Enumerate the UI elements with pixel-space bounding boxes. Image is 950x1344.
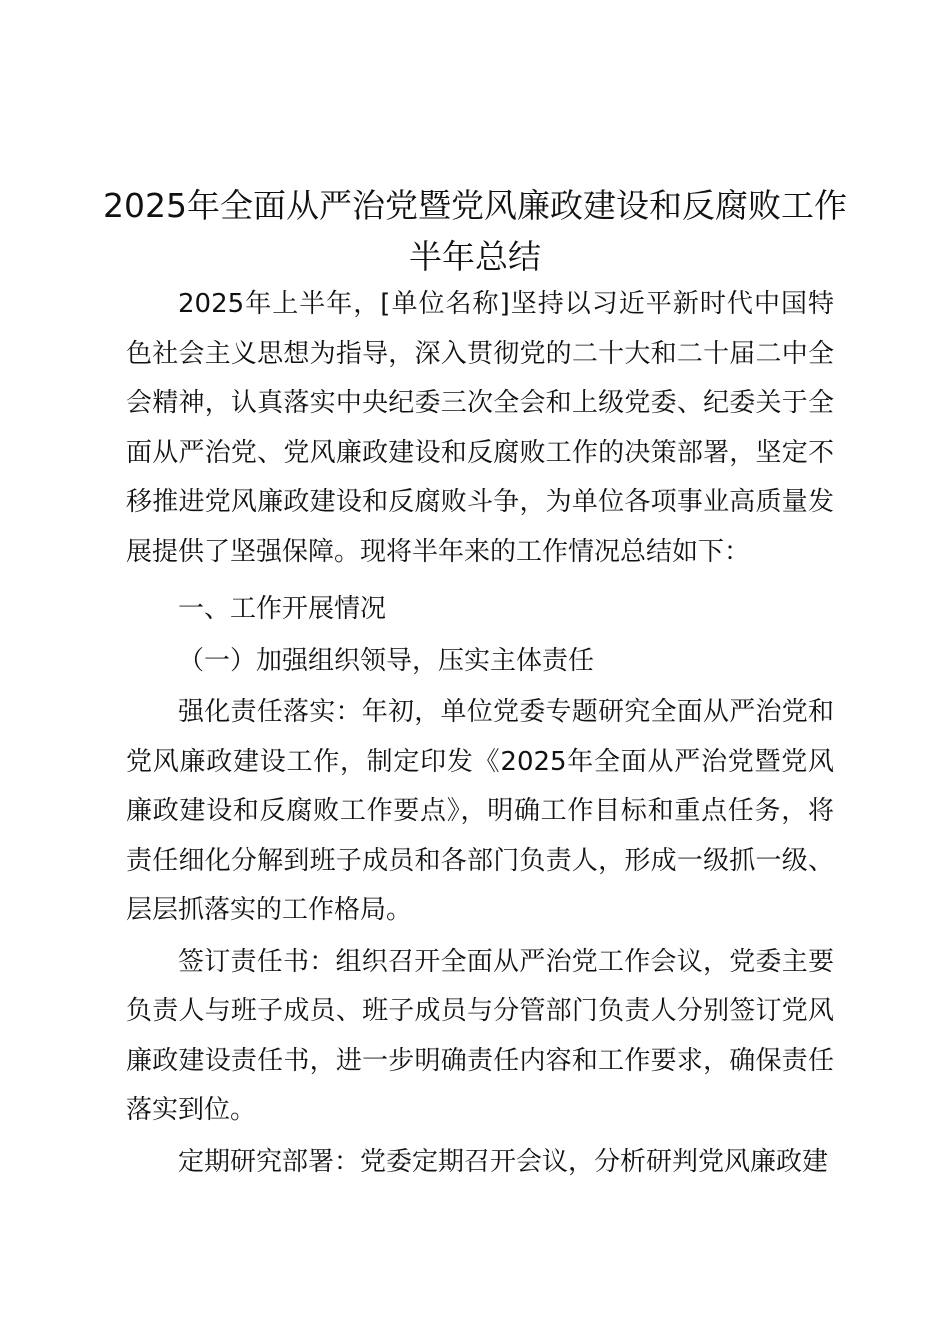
paragraph-regular-research: 定期研究部署：党委定期召开会议，分析研判党风廉政建 (178, 1146, 829, 1177)
paragraph-responsibility-letter: 签订责任书：组织召开全面从严治党工作会议，党委主要负责人与班子成员、班子成员与分管部门负责人分别签订党风廉政建设责任书，进一步明确责任内容和工作要求，确保责任落实到位。 (126, 946, 834, 1125)
intro-paragraph: 2025年上半年，[单位名称]坚持以习近平新时代中国特色社会主义思想为指导，深入贯彻党的二十大和二十届二中全会精神，认真落实中央纪委三次全会和上级党委、纪委关于全面从严治党、党风廉政建设和反腐败工作的决策部署，坚定不移推进党风廉政建设和反腐败斗争，为单位各项事业高质量发展提供了坚强保障。现将半年来的工作情况总结如下： (126, 289, 834, 567)
section-heading: 一、工作开展情况 (178, 594, 387, 624)
document-body (126, 280, 834, 1187)
subsection-heading: （一）加强组织领导，压实主体责任 (178, 645, 595, 676)
paragraph-responsibility: 强化责任落实：年初，单位党委专题研究全面从严治党和党风廉政建设工作，制定印发《2025年全面从严治党暨党风廉政建设和反腐败工作要点》，明确工作目标和重点任务，将责任细化分解到班子成员和各部门负责人，形成一级抓一级、层层抓落实的工作格局。 (126, 697, 834, 925)
document-title: 2025年全面从严治党暨党风廉政建设和反腐败工作半年总结 (103, 186, 847, 276)
